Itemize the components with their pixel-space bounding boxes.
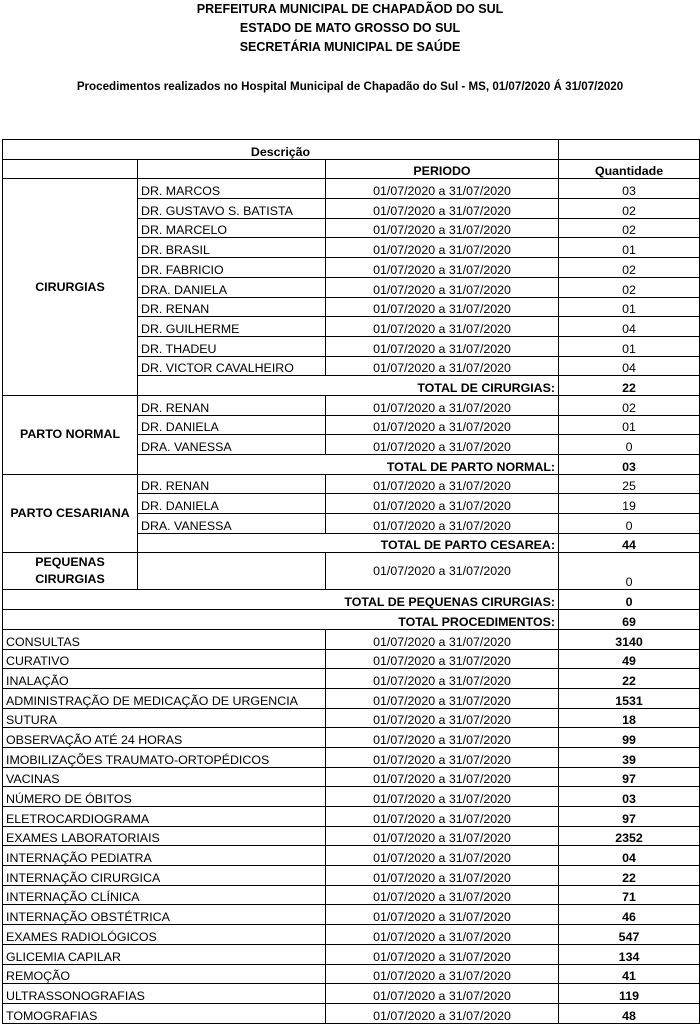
doctor-name: DR. RENAN: [138, 297, 326, 317]
period-value: 01/07/2020 a 31/07/2020: [326, 767, 559, 787]
service-quantity: 49: [559, 649, 700, 669]
total-procedimentos-value: 69: [559, 610, 700, 630]
service-name: OBSERVAÇÃO ATÉ 24 HORAS: [3, 728, 326, 748]
period-value: 01/07/2020 a 31/07/2020: [326, 336, 559, 356]
parto-cesariana-total-value: 44: [559, 533, 700, 553]
period-value: 01/07/2020 a 31/07/2020: [326, 629, 559, 649]
service-name: VACINAS: [3, 767, 326, 787]
service-quantity: 2352: [559, 826, 700, 846]
service-name: GLICEMIA CAPILAR: [3, 944, 326, 964]
pequenas-cirurgias-total-value: 0: [559, 590, 700, 610]
parto-normal-total-value: 03: [559, 455, 700, 475]
service-name: EXAMES RADIOLÓGICOS: [3, 925, 326, 945]
doctor-name: DR. BRASIL: [138, 238, 326, 258]
service-name: CURATIVO: [3, 649, 326, 669]
procedures-table-body: [3, 140, 700, 1024]
period-value: 01/07/2020 a 31/07/2020: [326, 179, 559, 199]
period-value: 01/07/2020 a 31/07/2020: [326, 494, 559, 514]
period-value: 01/07/2020 a 31/07/2020: [326, 846, 559, 866]
service-row: [3, 964, 700, 984]
service-quantity: 97: [559, 807, 700, 827]
service-name: ULTRASSONOGRAFIAS: [3, 984, 326, 1004]
service-row: [3, 629, 700, 649]
pequenas-cirurgias-total-row: [3, 590, 700, 610]
header-line-1: PREFEITURA MUNICIPAL DE CHAPADÃOD DO SUL: [196, 2, 504, 16]
service-quantity: 18: [559, 708, 700, 728]
period-value: 01/07/2020 a 31/07/2020: [326, 807, 559, 827]
quantity-value: 03: [559, 179, 700, 199]
doctor-name: DR. MARCOS: [138, 179, 326, 199]
cirurgias-row: [3, 179, 700, 199]
service-name: ADMINISTRAÇÃO DE MEDICAÇÃO DE URGENCIA: [3, 688, 326, 708]
period-value: 01/07/2020 a 31/07/2020: [326, 317, 559, 337]
service-row: [3, 807, 700, 827]
service-quantity: 22: [559, 866, 700, 886]
period-value: 01/07/2020 a 31/07/2020: [326, 885, 559, 905]
service-name: SUTURA: [3, 708, 326, 728]
service-quantity: 39: [559, 747, 700, 767]
period-value: 01/07/2020 a 31/07/2020: [326, 708, 559, 728]
period-value: 01/07/2020 a 31/07/2020: [326, 415, 559, 435]
period-value: 01/07/2020 a 31/07/2020: [326, 866, 559, 886]
service-quantity: 03: [559, 787, 700, 807]
category-header-blank: [3, 159, 138, 179]
quantity-value: 01: [559, 297, 700, 317]
header-line-2: ESTADO DE MATO GROSSO DO SUL: [239, 21, 461, 35]
period-value: 01/07/2020 a 31/07/2020: [326, 925, 559, 945]
service-name: EXAMES LABORATORIAIS: [3, 826, 326, 846]
period-value: 01/07/2020 a 31/07/2020: [326, 238, 559, 258]
period-value: 01/07/2020 a 31/07/2020: [326, 199, 559, 219]
quantity-value: 01: [559, 415, 700, 435]
table-header-row: [3, 140, 700, 160]
period-value: 01/07/2020 a 31/07/2020: [326, 514, 559, 534]
doctor-name: DR. RENAN: [138, 395, 326, 415]
period-value: 01/07/2020 a 31/07/2020: [326, 688, 559, 708]
period-value: 01/07/2020 a 31/07/2020: [326, 747, 559, 767]
doctor-blank: [138, 553, 326, 590]
period-value: 01/07/2020 a 31/07/2020: [326, 258, 559, 278]
service-row: [3, 688, 700, 708]
service-row: [3, 1003, 700, 1023]
service-row: [3, 905, 700, 925]
service-row: [3, 826, 700, 846]
service-row: [3, 885, 700, 905]
cirurgias-total-label: TOTAL DE CIRURGIAS:: [138, 376, 559, 396]
cirurgias-category: CIRURGIAS: [3, 179, 138, 396]
service-quantity: 71: [559, 885, 700, 905]
quantidade-header-blank: [559, 140, 700, 160]
doctor-name: DRA. VANESSA: [138, 514, 326, 534]
quantity-value: 02: [559, 395, 700, 415]
service-quantity: 22: [559, 669, 700, 689]
service-row: [3, 984, 700, 1004]
doctor-name: DR. FABRICIO: [138, 258, 326, 278]
pequenas-cirurgias-total-label: TOTAL DE PEQUENAS CIRURGIAS:: [3, 590, 559, 610]
service-row: [3, 866, 700, 886]
service-name: INTERNAÇÃO PEDIATRA: [3, 846, 326, 866]
service-name: INTERNAÇÃO CIRURGICA: [3, 866, 326, 886]
service-quantity: 41: [559, 964, 700, 984]
service-quantity: 134: [559, 944, 700, 964]
period-value: 01/07/2020 a 31/07/2020: [326, 984, 559, 1004]
service-row: [3, 649, 700, 669]
doctor-name: DR. GUILHERME: [138, 317, 326, 337]
quantity-value: 04: [559, 317, 700, 337]
doctor-name: DR. DANIELA: [138, 415, 326, 435]
header-line-3: SECRETÁRIA MUNICIPAL DE SAÚDE: [239, 40, 461, 54]
quantity-value: 0: [559, 435, 700, 455]
service-name: IMOBILIZAÇÕES TRAUMATO-ORTOPÉDICOS: [3, 747, 326, 767]
doctor-name: DR. VICTOR CAVALHEIRO: [138, 356, 326, 376]
service-row: [3, 846, 700, 866]
period-value: 01/07/2020 a 31/07/2020: [326, 218, 559, 238]
quantidade-header: Quantidade: [559, 159, 700, 179]
quantity-value: 02: [559, 218, 700, 238]
quantity-value: 19: [559, 494, 700, 514]
doctor-name: DR. GUSTAVO S. BATISTA: [138, 199, 326, 219]
period-value: 01/07/2020 a 31/07/2020: [326, 787, 559, 807]
service-name: NÚMERO DE ÓBITOS: [3, 787, 326, 807]
period-value: 01/07/2020 a 31/07/2020: [326, 669, 559, 689]
service-row: [3, 925, 700, 945]
period-value: 01/07/2020 a 31/07/2020: [326, 277, 559, 297]
period-value: 01/07/2020 a 31/07/2020: [326, 826, 559, 846]
doctor-name: DRA. VANESSA: [138, 435, 326, 455]
procedures-table: [2, 139, 700, 1024]
period-value: 01/07/2020 a 31/07/2020: [326, 474, 559, 494]
service-name: INALAÇÃO: [3, 669, 326, 689]
service-row: [3, 767, 700, 787]
service-row: [3, 669, 700, 689]
total-procedimentos-label: TOTAL PROCEDIMENTOS:: [3, 610, 559, 630]
periodo-header: PERIODO: [326, 159, 559, 179]
period-value: 01/07/2020 a 31/07/2020: [326, 649, 559, 669]
service-quantity: 04: [559, 846, 700, 866]
service-quantity: 99: [559, 728, 700, 748]
table-subheader-row: [3, 159, 700, 179]
parto-normal-category: PARTO NORMAL: [3, 395, 138, 474]
doctor-header-blank: [138, 159, 326, 179]
total-procedimentos-row: [3, 610, 700, 630]
period-value: 01/07/2020 a 31/07/2020: [326, 553, 559, 590]
service-row: [3, 708, 700, 728]
quantity-value: 02: [559, 277, 700, 297]
service-name: ELETROCARDIOGRAMA: [3, 807, 326, 827]
doctor-name: DR. DANIELA: [138, 494, 326, 514]
service-row: [3, 944, 700, 964]
service-quantity: 48: [559, 1003, 700, 1023]
quantity-value: 25: [559, 474, 700, 494]
pequenas-cirurgias-category: PEQUENAS CIRURGIAS: [3, 553, 138, 590]
pequenas-cirurgias-row: [3, 553, 700, 590]
quantity-value: 0: [559, 553, 700, 590]
period-value: 01/07/2020 a 31/07/2020: [326, 905, 559, 925]
service-quantity: 119: [559, 984, 700, 1004]
period-value: 01/07/2020 a 31/07/2020: [326, 1003, 559, 1023]
quantity-value: 02: [559, 199, 700, 219]
doctor-name: DR. THADEU: [138, 336, 326, 356]
parto-normal-total-label: TOTAL DE PARTO NORMAL:: [138, 455, 559, 475]
period-value: 01/07/2020 a 31/07/2020: [326, 944, 559, 964]
service-name: INTERNAÇÃO OBSTÉTRICA: [3, 905, 326, 925]
quantity-value: 04: [559, 356, 700, 376]
period-value: 01/07/2020 a 31/07/2020: [326, 435, 559, 455]
service-quantity: 3140: [559, 629, 700, 649]
parto-cesariana-category: PARTO CESARIANA: [3, 474, 138, 553]
service-quantity: 1531: [559, 688, 700, 708]
service-name: INTERNAÇÃO CLÍNICA: [3, 885, 326, 905]
quantity-value: 0: [559, 514, 700, 534]
service-quantity: 97: [559, 767, 700, 787]
period-value: 01/07/2020 a 31/07/2020: [326, 964, 559, 984]
service-quantity: 547: [559, 925, 700, 945]
service-row: [3, 787, 700, 807]
cirurgias-total-value: 22: [559, 376, 700, 396]
quantity-value: 01: [559, 238, 700, 258]
service-quantity: 46: [559, 905, 700, 925]
parto-cesariana-total-label: TOTAL DE PARTO CESAREA:: [138, 533, 559, 553]
doctor-name: DRA. DANIELA: [138, 277, 326, 297]
quantity-value: 01: [559, 336, 700, 356]
quantity-value: 02: [559, 258, 700, 278]
period-value: 01/07/2020 a 31/07/2020: [326, 395, 559, 415]
service-row: [3, 747, 700, 767]
period-value: 01/07/2020 a 31/07/2020: [326, 356, 559, 376]
period-value: 01/07/2020 a 31/07/2020: [326, 297, 559, 317]
service-row: [3, 728, 700, 748]
period-value: 01/07/2020 a 31/07/2020: [326, 728, 559, 748]
service-name: REMOÇÃO: [3, 964, 326, 984]
parto-normal-row: [3, 395, 700, 415]
document-subtitle: Procedimentos realizados no Hospital Municipal de Chapadão do Sul - MS, 01/07/2020 Á 31/07/2020: [76, 80, 624, 93]
service-name: CONSULTAS: [3, 629, 326, 649]
doctor-name: DR. MARCELO: [138, 218, 326, 238]
parto-cesariana-row: [3, 474, 700, 494]
doctor-name: DR. RENAN: [138, 474, 326, 494]
service-name: TOMOGRAFIAS: [3, 1003, 326, 1023]
descricao-header: Descrição: [3, 140, 559, 160]
